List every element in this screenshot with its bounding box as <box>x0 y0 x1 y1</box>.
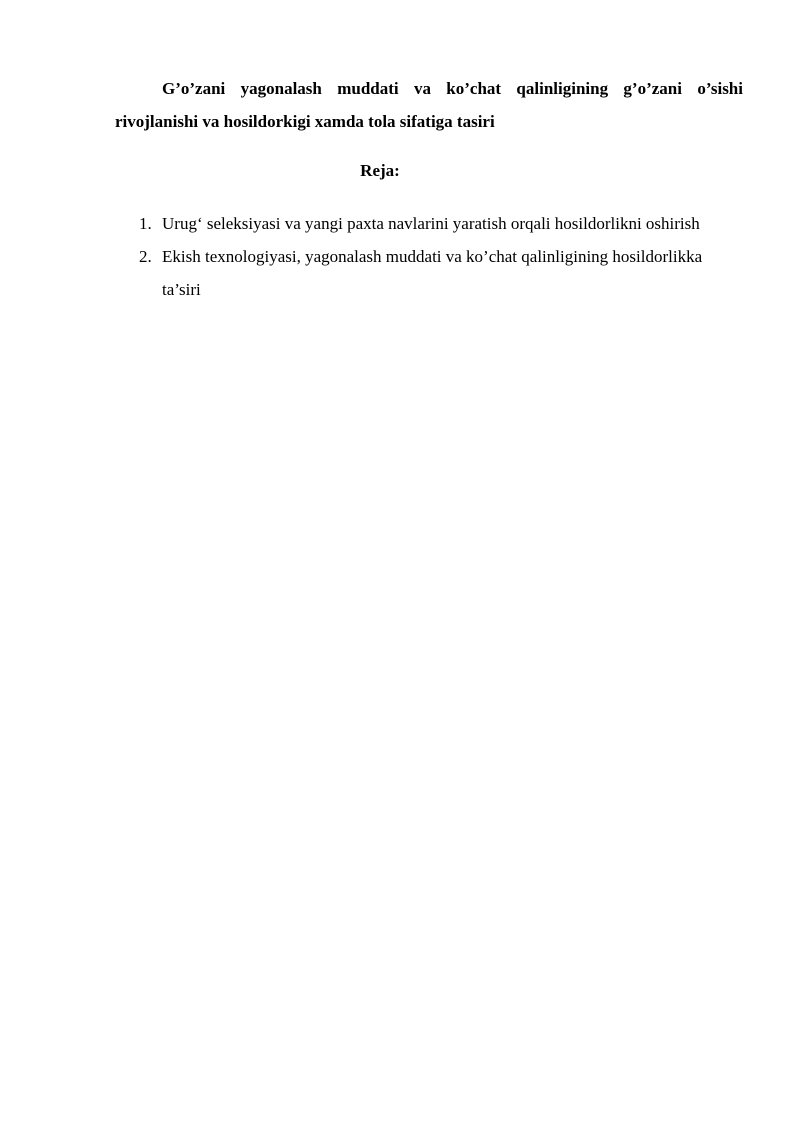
plan-list <box>115 207 715 306</box>
list-item-number: 1. <box>139 214 152 233</box>
list-item-text: Urug‘ seleksiyasi va yangi paxta navlarini yaratish orqali hosildorlikni oshirish <box>162 214 700 233</box>
list-item-number: 2. <box>139 247 152 266</box>
list-item-text: Ekish texnologiyasi, yagonalash muddati va ko’chat qalinligining hosildorlikka ta’siri <box>162 247 703 299</box>
list-item <box>115 240 715 306</box>
document-title: G’o’zani yagonalash muddati va ko’chat qalinligining g’o’zani o’sishi rivojlanishi va hosildorkigi xamda tola sifatiga tasiri <box>115 79 743 131</box>
list-item <box>115 207 715 240</box>
plan-heading: Reja: <box>360 161 400 180</box>
